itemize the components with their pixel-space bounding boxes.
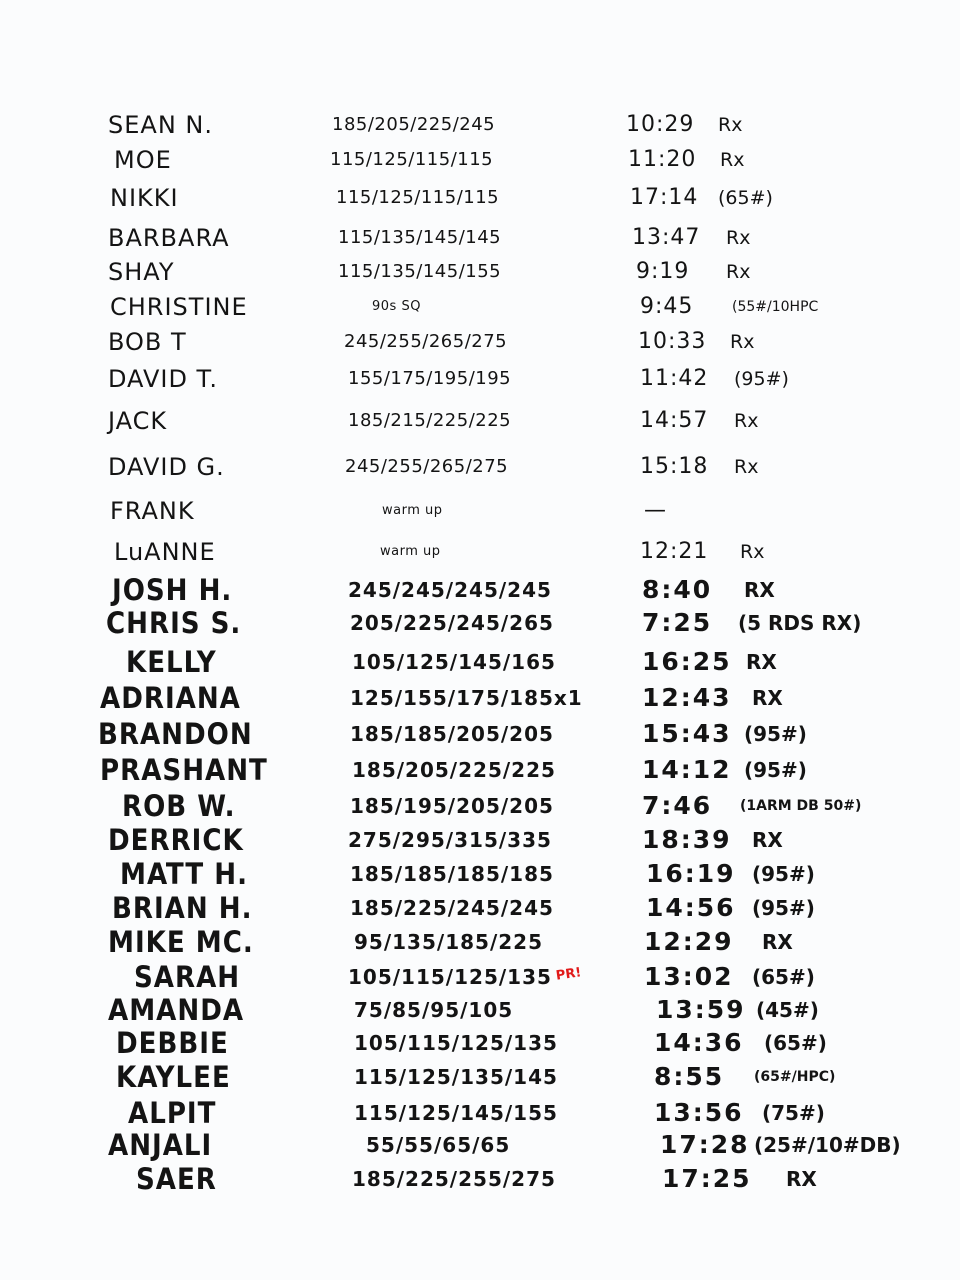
weights-cell: 115/125/115/115: [336, 187, 500, 208]
score-row: [0, 753, 960, 787]
time-cell: 10:33: [638, 329, 707, 354]
time-cell: 12:29: [644, 927, 734, 956]
athlete-name: NIKKI: [110, 184, 179, 212]
score-row: [0, 891, 960, 925]
time-cell: 14:57: [640, 408, 709, 433]
time-cell: 12:43: [642, 683, 732, 712]
score-row: [0, 290, 960, 324]
weights-cell: 115/135/145/145: [338, 227, 502, 248]
athlete-name: JOSH H.: [112, 573, 233, 607]
weights-cell: 115/125/115/115: [330, 149, 494, 170]
note-cell: (95#): [752, 862, 815, 886]
weights-cell: 90s SQ: [372, 299, 421, 314]
note-cell: (95#): [744, 758, 807, 782]
time-cell: 8:40: [642, 575, 713, 604]
time-cell: 17:14: [630, 185, 699, 210]
athlete-name: SAER: [136, 1162, 217, 1196]
score-row: [0, 925, 960, 959]
weights-cell: 75/85/95/105: [354, 998, 514, 1022]
note-cell: (95#): [734, 368, 789, 390]
note-cell: RX: [762, 930, 793, 954]
weights-cell: warm up: [382, 503, 443, 518]
athlete-name: MATT H.: [120, 857, 248, 891]
athlete-name: MOE: [114, 146, 172, 174]
weights-cell: 185/205/225/245: [332, 114, 496, 135]
score-row: [0, 404, 960, 438]
note-cell: Rx: [720, 149, 745, 171]
note-cell: RX: [744, 578, 775, 602]
athlete-name: DERRICK: [108, 823, 244, 857]
note-cell: (55#/10HPC: [732, 299, 819, 315]
weights-cell: 205/225/245/265: [350, 611, 554, 635]
time-cell: —: [644, 498, 667, 523]
score-row: [0, 221, 960, 255]
weights-cell: 155/175/195/195: [348, 368, 512, 389]
note-cell: Rx: [734, 410, 759, 432]
athlete-name: FRANK: [110, 497, 195, 525]
weights-cell: 55/55/65/65: [366, 1133, 511, 1157]
time-cell: 15:18: [640, 454, 709, 479]
time-cell: 14:12: [642, 755, 732, 784]
athlete-name: BOB T: [108, 328, 187, 356]
score-row: [0, 1128, 960, 1162]
athlete-name: SARAH: [134, 960, 241, 994]
score-row: [0, 181, 960, 215]
score-row: [0, 450, 960, 484]
score-row: [0, 494, 960, 528]
note-cell: (5 RDS RX): [738, 611, 862, 635]
score-row: [0, 993, 960, 1027]
note-cell: RX: [752, 828, 783, 852]
athlete-name: PRASHANT: [100, 753, 268, 787]
athlete-name: ADRIANA: [100, 681, 241, 715]
weights-cell: 185/225/255/275: [352, 1167, 556, 1191]
time-cell: 13:59: [656, 995, 746, 1024]
athlete-name: CHRIS S.: [106, 606, 242, 640]
score-row: [0, 143, 960, 177]
weights-cell: 115/135/145/155: [338, 261, 502, 282]
time-cell: 17:28: [660, 1130, 750, 1159]
note-cell: Rx: [740, 541, 765, 563]
score-row: [0, 645, 960, 679]
weights-cell: 95/135/185/225: [354, 930, 543, 954]
weights-cell: warm up: [380, 544, 441, 559]
athlete-name: CHRISTINE: [110, 293, 248, 321]
score-row: [0, 960, 960, 994]
note-cell: (95#): [744, 722, 807, 746]
time-cell: 9:45: [640, 294, 694, 319]
time-cell: 13:56: [654, 1098, 744, 1127]
athlete-name: AMANDA: [108, 993, 245, 1027]
athlete-name: MIKE MC.: [108, 925, 254, 959]
note-cell: RX: [746, 650, 777, 674]
score-row: [0, 857, 960, 891]
score-row: [0, 108, 960, 142]
note-cell: (25#/10#DB): [754, 1133, 901, 1157]
score-row: [0, 325, 960, 359]
time-cell: 13:47: [632, 225, 701, 250]
note-cell: (65#): [764, 1031, 827, 1055]
weights-cell: 105/115/125/135: [348, 965, 552, 989]
score-row: [0, 255, 960, 289]
score-row: [0, 1096, 960, 1130]
athlete-name: SHAY: [108, 258, 175, 286]
time-cell: 7:46: [642, 791, 713, 820]
note-cell: (65#): [718, 187, 773, 209]
score-row: [0, 1162, 960, 1196]
weights-cell: 185/185/185/185: [350, 862, 554, 886]
time-cell: 12:21: [640, 539, 709, 564]
note-cell: (1ARM DB 50#): [740, 798, 862, 814]
weights-cell: 245/255/265/275: [345, 456, 509, 477]
athlete-name: ALPIT: [128, 1096, 217, 1130]
note-cell: (75#): [762, 1101, 825, 1125]
note-cell: Rx: [726, 261, 751, 283]
note-cell: (65#/HPC): [754, 1069, 836, 1085]
time-cell: 11:42: [640, 366, 709, 391]
time-cell: 14:36: [654, 1028, 744, 1057]
time-cell: 16:19: [646, 859, 736, 888]
score-row: [0, 535, 960, 569]
note-cell: (45#): [756, 998, 819, 1022]
athlete-name: KAYLEE: [116, 1060, 231, 1094]
time-cell: 16:25: [642, 647, 732, 676]
athlete-name: DAVID T.: [108, 365, 218, 393]
weights-cell: 185/225/245/245: [350, 896, 554, 920]
weights-cell: 245/245/245/245: [348, 578, 552, 602]
athlete-name: DAVID G.: [108, 453, 225, 481]
weights-cell: 275/295/315/335: [348, 828, 552, 852]
athlete-name: JACK: [108, 407, 168, 435]
weights-cell: 115/125/145/155: [354, 1101, 558, 1125]
score-row: [0, 789, 960, 823]
score-row: [0, 823, 960, 857]
score-row: [0, 573, 960, 607]
athlete-name: DEBBIE: [116, 1026, 229, 1060]
note-cell: RX: [752, 686, 783, 710]
weights-cell: 185/205/225/225: [352, 758, 556, 782]
time-cell: 18:39: [642, 825, 732, 854]
athlete-name: BARBARA: [108, 224, 230, 252]
note-cell: RX: [786, 1167, 817, 1191]
weights-cell: 105/115/125/135: [354, 1031, 558, 1055]
athlete-name: ANJALI: [108, 1128, 213, 1162]
time-cell: 11:20: [628, 147, 697, 172]
score-row: [0, 1026, 960, 1060]
note-cell: (65#): [752, 965, 815, 989]
time-cell: 9:19: [636, 259, 690, 284]
weights-cell: 245/255/265/275: [344, 331, 508, 352]
time-cell: 17:25: [662, 1164, 752, 1193]
time-cell: 15:43: [642, 719, 732, 748]
athlete-name: SEAN N.: [108, 111, 213, 139]
note-cell: Rx: [726, 227, 751, 249]
time-cell: 8:55: [654, 1062, 725, 1091]
weights-cell: 105/125/145/165: [352, 650, 556, 674]
weights-cell: 125/155/175/185x1: [350, 686, 583, 710]
time-cell: 13:02: [644, 962, 734, 991]
weights-cell: 185/195/205/205: [350, 794, 554, 818]
score-row: [0, 717, 960, 751]
athlete-name: ROB W.: [122, 789, 236, 823]
time-cell: 7:25: [642, 608, 713, 637]
note-cell: Rx: [718, 114, 743, 136]
time-cell: 14:56: [646, 893, 736, 922]
athlete-name: BRIAN H.: [112, 891, 253, 925]
note-cell: Rx: [734, 456, 759, 478]
score-row: [0, 362, 960, 396]
weights-cell: 185/215/225/225: [348, 410, 512, 431]
weights-cell: 185/185/205/205: [350, 722, 554, 746]
athlete-name: LuANNE: [114, 538, 216, 566]
note-cell: Rx: [730, 331, 755, 353]
score-row: [0, 681, 960, 715]
weights-cell: 115/125/135/145: [354, 1065, 558, 1089]
athlete-name: KELLY: [126, 645, 217, 679]
pr-mark: PR!: [555, 965, 583, 984]
score-row: [0, 1060, 960, 1094]
score-row: [0, 606, 960, 640]
note-cell: (95#): [752, 896, 815, 920]
athlete-name: BRANDON: [98, 717, 253, 751]
time-cell: 10:29: [626, 112, 695, 137]
